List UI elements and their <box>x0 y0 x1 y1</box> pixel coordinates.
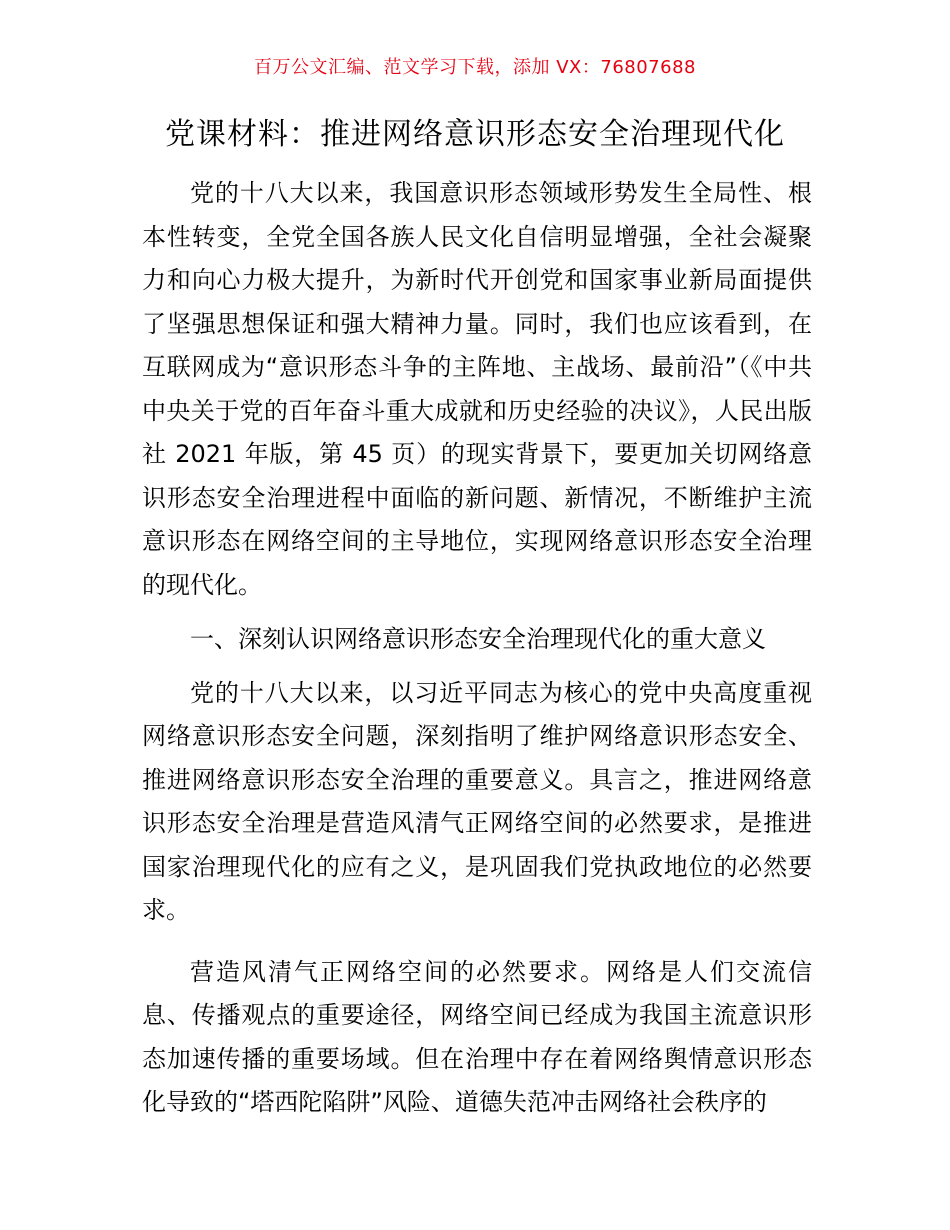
section-paragraph-2: 营造风清气正网络空间的必然要求。网络是人们交流信息、传播观点的重要途径，网络空间已经成为我国主流意识形态加速传播的重要场域。但在治理中存在着网络舆情意识形态化导致的“塔西陀陷阱”风险、道德失范冲击网络社会秩序的 <box>142 957 812 1116</box>
intro-paragraph: 党的十八大以来，我国意识形态领域形势发生全局性、根本性转变，全党全国各族人民文化自信明显增强，全社会凝聚力和向心力极大提升，为新时代开创党和国家事业新局面提供了坚强思想保证和强大精神力量。同时，我们也应该看到，在互联网成为“意识形态斗争的主阵地、主战场、最前沿”（《中共中央关于党的百年奋斗重大成就和历史经验的决议》，人民出版社 2021 年版，第 45 页）的现实背景下，要更加关切网络意识形态安全治理进程中面临的新问题、新情况，不断维护主流意识形态在网络空间的主导地位，实现网络意识形态安全治理的现代化。 <box>142 179 812 599</box>
section-heading: 一、深刻认识网络意识形态安全治理现代化的重大意义 <box>190 625 766 653</box>
document-title: 党课材料：推进网络意识形态安全治理现代化 <box>165 117 785 152</box>
paragraph-gap <box>142 933 812 951</box>
document-body <box>142 172 812 1125</box>
section-paragraph-1: 党的十八大以来，以习近平同志为核心的党中央高度重视网络意识形态安全问题，深刻指明了维护网络意识形态安全、推进网络意识形态安全治理的重要意义。具言之，推进网络意识形态安全治理是营造风清气正网络空间的必然要求，是推进国家治理现代化的应有之义，是巩固我们党执政地位的必然要求。 <box>142 678 812 924</box>
watermark-header: 百万公文汇编、范文学习下载，添加 VX：76807688 <box>254 57 696 78</box>
